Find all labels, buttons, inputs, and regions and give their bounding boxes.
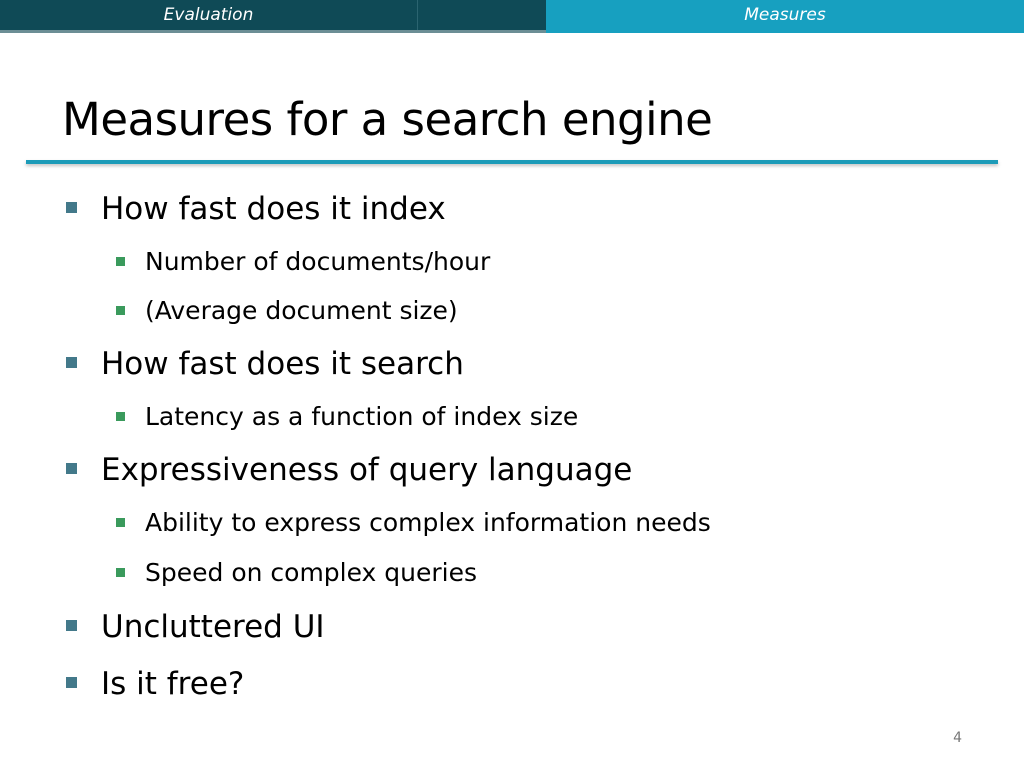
bullet-text: Expressiveness of query language — [101, 452, 633, 488]
sub-bullet-square-icon — [116, 306, 125, 315]
sub-bullet-item — [145, 247, 490, 277]
nav-item-evaluation[interactable]: Evaluation — [163, 5, 254, 25]
sub-bullet-item — [145, 402, 578, 432]
sub-bullet-square-icon — [116, 257, 125, 266]
bullet-text: How fast does it index — [101, 191, 446, 227]
sub-bullet-item — [145, 296, 458, 326]
bullet-square-icon — [66, 202, 77, 213]
sub-bullet-item — [145, 558, 477, 588]
page-number: 4 — [953, 730, 962, 746]
bullet-item — [101, 191, 446, 227]
bullet-item — [101, 609, 325, 645]
nav-item-measures[interactable]: Measures — [744, 5, 826, 25]
bullet-square-icon — [66, 463, 77, 474]
bullet-text: (Average document size) — [145, 296, 458, 325]
sub-bullet-square-icon — [116, 568, 125, 577]
bullet-text: Uncluttered UI — [101, 609, 325, 645]
bullet-item — [101, 346, 464, 382]
slide-title: Measures for a search engine — [62, 93, 713, 146]
sub-bullet-square-icon — [116, 518, 125, 527]
bullet-text: Speed on complex queries — [145, 558, 478, 587]
sub-bullet-square-icon — [116, 412, 125, 421]
bullet-text: Number of documents/hour — [145, 247, 491, 276]
bullet-text: Is it free? — [101, 666, 245, 702]
bullet-square-icon — [66, 620, 77, 631]
bullet-text: Ability to express complex information needs — [145, 508, 711, 537]
bullet-item — [101, 666, 244, 702]
bullet-square-icon — [66, 677, 77, 688]
bullet-text: How fast does it search — [101, 346, 464, 382]
bullet-item — [101, 452, 632, 488]
bullet-square-icon — [66, 357, 77, 368]
sub-bullet-item — [145, 508, 711, 538]
bullet-text: Latency as a function of index size — [145, 402, 579, 431]
